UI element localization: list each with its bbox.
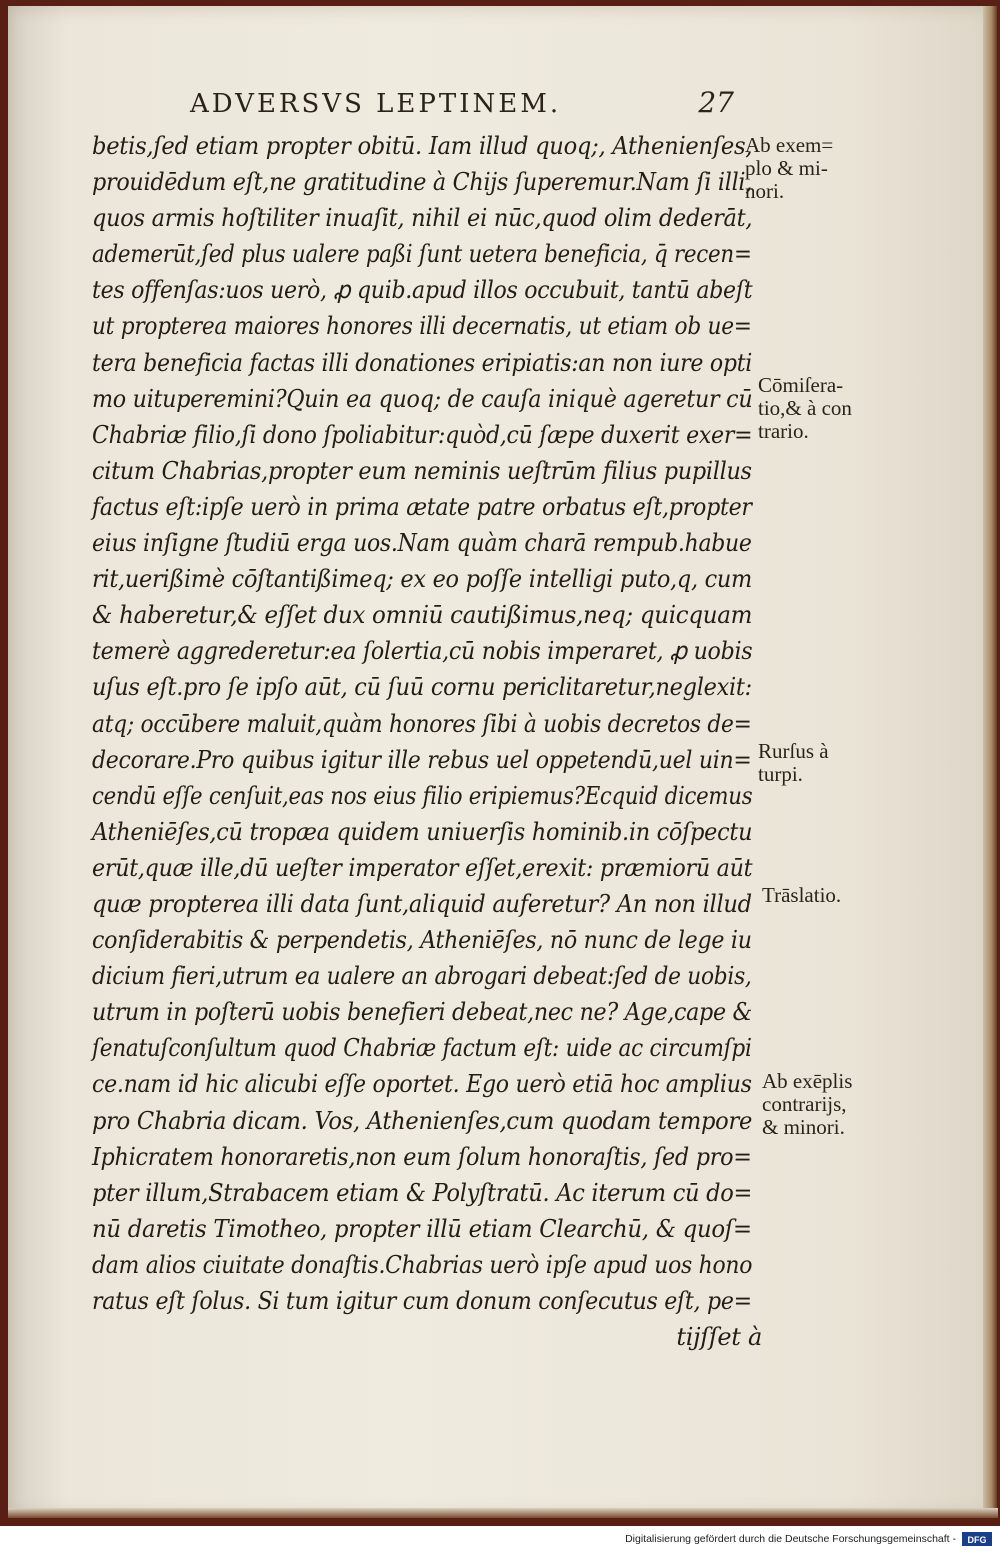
- marginal-note-line: trario.: [758, 419, 809, 443]
- text-line: tera beneficia factas illi donationes eripiatis:an non iure opti: [92, 348, 753, 377]
- text-line: dicium fieri,utrum ea ualere an abrogari debeat:ſed de uobis,: [92, 962, 752, 991]
- body-text: [92, 128, 772, 1355]
- footer-bar: [0, 1526, 1000, 1554]
- text-line: conſiderabitis & perpendetis, Atheniēſes, nō nunc de lege iu: [92, 926, 752, 955]
- marginal-note-line: Ab exēplis: [762, 1069, 853, 1093]
- marginal-note: [762, 884, 841, 907]
- marginal-note: [745, 134, 833, 203]
- marginal-note-line: plo & mi-: [745, 156, 828, 180]
- text-line: eius inſigne ſtudiū erga uos.Nam quàm charā rempub.habue: [92, 529, 752, 558]
- page-bottom-edge: [8, 1508, 998, 1518]
- text-line: pro Chabria dicam. Vos, Athenienſes,cum quodam tempore: [92, 1106, 753, 1135]
- marginal-note-line: tio,& à con: [758, 396, 852, 420]
- text-line: uſus eſt.pro ſe ipſo aūt, cū ſuū cornu periclitaretur,neglexit:: [92, 673, 752, 702]
- text-line: ademerūt,ſed plus ualere paßi ſunt uetera beneficia, q̄ recen=: [92, 240, 752, 269]
- text-line: ratus eſt ſolus. Si tum igitur cum donum conſecutus eſt, pe=: [92, 1287, 752, 1315]
- text-line: quos armis hoſtiliter inuaſit, nihil ei nūc,quod olim dederāt,: [92, 204, 753, 233]
- text-line: betis,ſed etiam propter obitū. Iam illud quoq;, Athenienſes,: [92, 132, 753, 160]
- marginal-note: [758, 374, 852, 443]
- text-line: ce.nam id hic alicubi eſſe oportet. Ego uerò etiā hoc amplius: [92, 1070, 752, 1099]
- running-head: [190, 86, 750, 119]
- text-line: atq; occūbere maluit,quàm honores ſibi à uobis decretos de=: [92, 709, 752, 738]
- text-line: ſenatuſconſultum quod Chabriæ factum eſt: uide ac circumſpi: [92, 1034, 752, 1063]
- text-line: utrum in poſterū uobis benefieri debeat,nec ne? Age,cape &: [92, 998, 753, 1027]
- text-line: dam alios ciuitate donaſtis.Chabrias uerò ipſe apud uos hono: [92, 1250, 753, 1279]
- marginal-note: [762, 1070, 852, 1139]
- dfg-logo: DFG: [962, 1532, 992, 1546]
- text-line: decorare.Pro quibus igitur ille rebus uel oppetendū,uel uin=: [92, 745, 752, 774]
- text-line: tes offenſas:uos uerò, ꝓ quib.apud illos occubuit, tantū abeſt: [92, 276, 753, 305]
- marginal-note-line: contrarijs,: [762, 1092, 847, 1116]
- text-line: cendū eſſe cenſuit,eas nos eius filio eripiemus?Ecquid dicemus: [92, 781, 753, 810]
- text-line: temerè aggrederetur:ea ſolertia,cū nobis imperaret, ꝓ uobis: [92, 637, 753, 666]
- marginal-note-line: Rurſus à: [758, 739, 829, 763]
- marginal-note-line: Ab exem=: [745, 133, 834, 157]
- marginal-note-line: nori.: [745, 179, 785, 203]
- catchword: tijſſet à: [676, 1323, 762, 1352]
- text-line: erūt,quæ ille,dū ueſter imperator eſſet,erexit: præmiorū aūt: [92, 853, 753, 882]
- marginal-note-line: & minori.: [762, 1115, 845, 1139]
- text-line: pter illum,Strabacem etiam & Polyſtratū. Ac iterum cū do=: [92, 1178, 753, 1207]
- text-line: ut propterea maiores honores illi decernatis, ut etiam ob ue=: [92, 312, 752, 341]
- text-line: nū daretis Timotheo, propter illū etiam Clearchū, & quoſ=: [92, 1214, 752, 1243]
- text-line: quæ propterea illi data ſunt,aliquid auferetur? An non illud: [92, 889, 752, 918]
- marginal-note-line: turpi.: [758, 762, 803, 786]
- text-line: rit,uerißimè cōſtantißimeq; ex eo poſſe intelligi puto,q, cum: [92, 565, 753, 594]
- text-line: Atheniēſes,cū tropæa quidem uniuerſis hominib.in cōſpectu: [92, 817, 753, 846]
- text-line: & haberetur,& eſſet dux omniū cautißimus,neq; quicquam: [92, 601, 753, 630]
- text-line: citum Chabrias,propter eum neminis ueſtrūm filius pupillus: [92, 456, 752, 485]
- marginal-note: [758, 740, 829, 786]
- text-line: Chabriæ filio,ſi dono ſpoliabitur:quòd,cū ſæpe duxerit exer=: [92, 420, 753, 449]
- page-edge: [983, 6, 997, 1516]
- funding-credit: Digitalisierung gefördert durch die Deutsche Forschungsgemeinschaft -: [625, 1533, 956, 1545]
- page-number: 27: [698, 86, 734, 119]
- text-line: mo uituperemini?Quin ea quoq; de cauſa iniquè ageretur cū: [92, 384, 753, 413]
- text-line: prouidēdum eſt,ne gratitudine à Chijs ſuperemur.Nam ſi illi,: [92, 168, 753, 197]
- marginal-note-line: Cōmiſera-: [758, 373, 844, 397]
- running-head-title: ADVERSVS LEPTINEM.: [190, 89, 562, 119]
- text-line: Iphicratem honoraretis,non eum ſolum honoraſtis, ſed pro=: [92, 1142, 752, 1171]
- marginal-note-line: Trāslatio.: [762, 883, 842, 907]
- text-line: factus eſt:ipſe uerò in prima ætate patre orbatus eſt,propter: [92, 492, 752, 521]
